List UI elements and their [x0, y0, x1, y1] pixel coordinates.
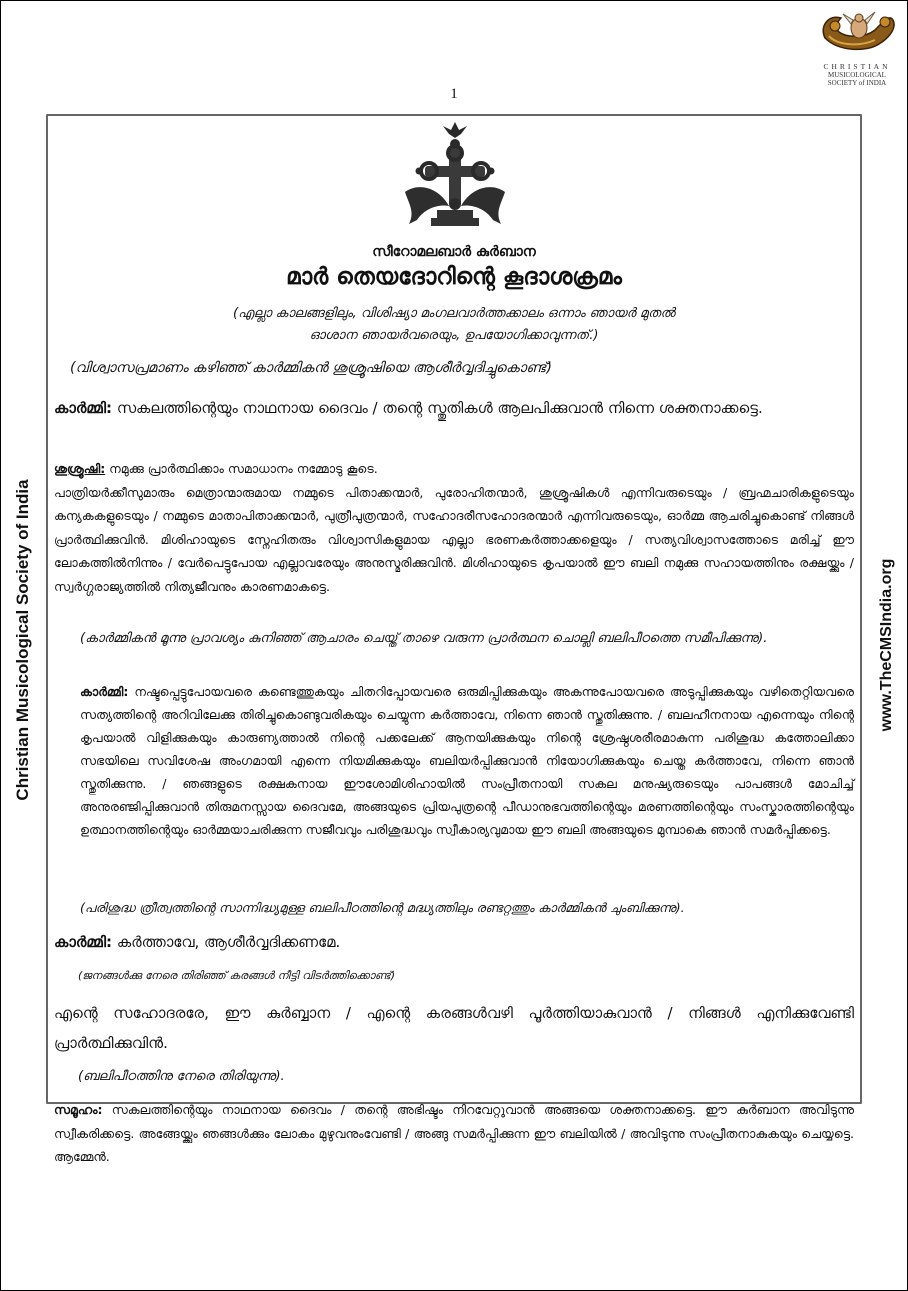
rubric-3: (പരിശുദ്ധ ത്രീത്വത്തിന്റെ സാന്നിദ്ധ്യമുള്ള ബലിപീഠത്തിന്റെ മദ്ധ്യത്തിലും രണ്ടറ്റത്തും കാർമ്മികൻ ചുംബിക്കുന്നു).	[80, 900, 685, 915]
side-label-website	[872, 500, 902, 790]
logo-line-3: SOCIETY of INDIA	[827, 79, 887, 87]
rubric-2: (കാർമ്മികൻ മൂന്നു പ്രാവശ്യം കുനിഞ്ഞ് ആചാരം ചെയ്ത് താഴെ വരുന്ന പ്രാർത്ഥന ചൊല്ലി ബലിപീഠത്തെ സമീപിക്കുന്നു).	[80, 631, 768, 646]
deacon-paragraph	[54, 457, 854, 598]
speaker-label: ശുശ്രൂഷി:	[54, 461, 106, 476]
speaker-label: കാർമ്മി:	[80, 684, 129, 699]
paragraph-text: നമുക്കു പ്രാർത്ഥിക്കാം സമാധാനം നമ്മോടു കൂടെ.	[105, 461, 378, 476]
paragraph-text: സകലത്തിന്റെയും നാഥനായ ദൈവം / തന്റെ സ്തുതികൾ ആലപിക്കുവാൻ നിന്നെ ശക്തനാക്കട്ടെ.	[112, 399, 763, 417]
logo-line-2: MUSICOLOGICAL	[828, 71, 886, 79]
page-number: 1	[450, 86, 458, 102]
side-website-text: www.TheCMSIndia.org	[878, 558, 895, 732]
side-society-text: Christian Musicological Society of India	[13, 479, 32, 801]
usage-note	[180, 303, 728, 347]
speaker-label: സമൂഹം:	[54, 1102, 103, 1117]
society-logo	[812, 8, 902, 94]
paragraph-text: നഷ്ടപ്പെട്ടുപോയവരെ കണ്ടെത്തുകയും ചിതറിപ്പോയവരെ ഒരുമിപ്പിക്കുകയും അകന്നുപോയവരെ അടുപ്പിക്കുകയും വഴിതെറ്റിയവരെ സത്യത്തിന്റെ അറിവിലേക്കു തിരിച്ചുകൊണ്ടുവരികയും ചെയ്യുന്ന കർത്താവേ, നിന്നെ ഞാൻ സ്തുതിക്കുന്നു. / ബലഹീനനായ എന്നെയും നിന്റെ കൃപയാൽ വിളിക്കുകയും കാരുണ്യത്താൽ നിന്റെ പക്കലേക്ക് ആനയിക്കുകയും നിന്റെ ശ്രേഷ്ഠശരീരമാകുന്ന പരിശുദ്ധ കത്തോലിക്കാ സഭയിലെ സവിശേഷ അംഗമായി എന്നെ നിയമിക്കുകയും ബലിയർപ്പിക്കുവാൻ നിയോഗിക്കുകയും ചെയ്ത കർത്താവേ, നിന്നെ ഞാൻ സ്തുതിക്കുന്നു. / ഞങ്ങളുടെ രക്ഷകനായ ഈശോമിശിഹായിൽ സംപ്രീതനായി സകല മനുഷ്യരുടെയും പാപങ്ങൾ മോചിച്ച് അനുരഞ്ജിപ്പിക്കുവാൻ തിരുമനസ്സായ ദൈവമേ, അങ്ങയുടെ പ്രിയപുത്രന്റെ പീഡാനുഭവത്തിന്റെയും മരണത്തിന്റെയും സംസ്കാരത്തിന്റെയും ഉത്ഥാനത്തിന്റെയും ഓർമ്മയാചരിക്കുന്ന സജീവവും പരിശുദ്ധവും സ്വീകാര്യവുമായ ഈ ബലി അങ്ങയുടെ മുമ്പാകെ ഞാൻ സമർപ്പിക്കട്ടെ.	[80, 684, 854, 837]
celebrant-paragraph-2	[80, 680, 854, 841]
celebrant-paragraph-3	[54, 927, 854, 957]
speaker-label: കാർമ്മി:	[54, 933, 113, 951]
congregation-paragraph	[54, 1098, 854, 1169]
rubric-1: (വിശ്വാസപ്രമാണം കഴിഞ്ഞ് കാർമ്മികൻ ശുശ്രൂഷിയെ ആശീർവ്വദിച്ചുകൊണ്ട്)	[70, 360, 552, 376]
usage-note-line-2: ഓശാന ഞായർവരെയും, ഉപയോഗിക്കാവുന്നത്.)	[309, 328, 599, 343]
celebrant-paragraph-4: എന്റെ സഹോദരരേ, ഈ കുർബ്ബാന / എന്റെ കരങ്ങൾവഴി പൂർത്തിയാകുവാൻ / നിങ്ങൾ എനിക്കുവേണ്ടി പ്രാർത്ഥിക്കുവിൻ.	[54, 1004, 854, 1052]
logo-line-1: CHRISTIAN	[823, 62, 891, 71]
paragraph-text: കർത്താവേ, ആശീർവ്വദിക്കണമേ.	[112, 933, 341, 951]
paragraph-text: പാത്രിയർക്കീസുമാരും മെത്രാന്മാരുമായ നമ്മുടെ പിതാക്കന്മാർ, പുരോഹിതന്മാർ, ശുശ്രൂഷികൾ എന്നിവരുടെയും / ബ്രഹ്മചാരികളുടെയും കന്യകകളുടെയും / നമ്മുടെ മാതാപിതാക്കന്മാർ, പുത്രീപുത്രന്മാർ, സഹോദരീസഹോദരന്മാർ എന്നിവരുടെയും, ഓർമ്മ ആചരിച്ചുകൊണ്ട് നിങ്ങൾ പ്രാർത്ഥിക്കുവിൻ. മിശിഹായുടെ സ്നേഹിതരും വിശ്വാസികളുമായ എല്ലാ ഭരണകർത്താക്കളെയും / സത്യവിശ്വാസത്തോടെ മരിച്ച് ഈ ലോകത്തിൽനിന്നും / വേർപെട്ടുപോയ എല്ലാവരേയും അനുസ്മരിക്കുവിൻ. മിശിഹായുടെ കൃപയാൽ ഈ ബലി നമുക്കു സഹായത്തിനും രക്ഷയ്ക്കും / സ്വർഗ്ഗരാജ്യത്തിൽ നിത്യജീവനും കാരണമാകട്ടെ.	[54, 484, 854, 594]
speaker-label: കാർമ്മി:	[54, 399, 113, 417]
page-title: മാർ തെയദോറിന്റെ കൂദാശക്രമം	[286, 264, 622, 290]
rubric-4: (ജനങ്ങൾക്കു നേരെ തിരിഞ്ഞ് കരങ്ങൾ നീട്ടി വിടർത്തിക്കൊണ്ട്)	[78, 969, 396, 982]
side-label-society	[8, 440, 38, 840]
liturgy-subtitle: സീറോമലബാർ കുർബാന	[372, 244, 536, 260]
mar-thoma-cross-icon	[395, 120, 515, 235]
celebrant-paragraph-1	[54, 393, 854, 423]
angel-emblem-icon	[817, 8, 897, 60]
usage-note-line-1: (എല്ലാ കാലങ്ങളിലും, വിശിഷ്യാ മംഗലവാർത്തക്കാലം ഒന്നാം ഞായർ മുതൽ	[233, 306, 675, 321]
paragraph-text: സകലത്തിന്റെയും നാഥനായ ദൈവം / തന്റെ അഭിഷ്ടം നിറവേറ്റുവാൻ അങ്ങയെ ശക്തനാക്കട്ടെ. ഈ കുർബാന അവിടുന്നു സ്വീകരിക്കട്ടെ. അങ്ങേയ്ക്കും ഞങ്ങൾക്കും ലോകം മുഴുവനുംവേണ്ടി / അങ്ങു സമർപ്പിക്കുന്ന ഈ ബലിയിൽ / അവിടുന്നു സംപ്രീതനാകുകയും ചെയ്യട്ടെ. ആമ്മേൻ.	[54, 1102, 854, 1164]
rubric-5: (ബലിപീഠത്തിനു നേരെ തിരിയുന്നു).	[78, 1069, 285, 1084]
